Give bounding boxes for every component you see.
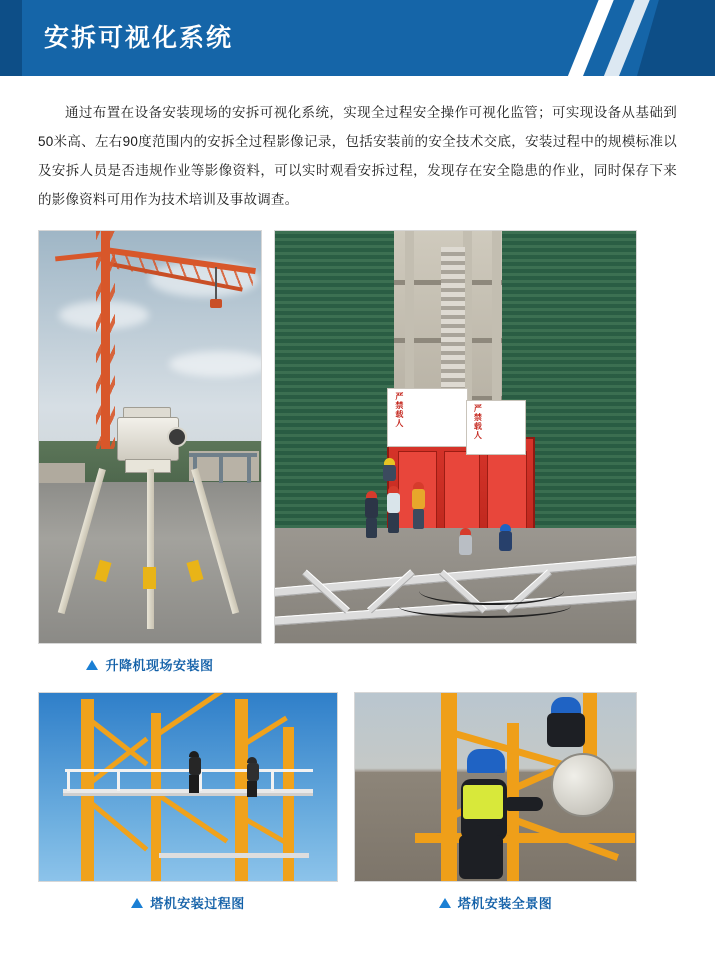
photo-worker-torso — [365, 498, 378, 518]
photo-total-station-on-tripod — [38, 230, 262, 644]
photo-warning-sign-text: 严禁载人 — [394, 391, 404, 428]
figure-caption-text: 升降机现场安装图 — [105, 658, 214, 673]
triangle-up-icon — [439, 898, 451, 908]
photo-worker-torso — [459, 535, 472, 555]
photo-crane-leg — [283, 727, 294, 882]
photo-crane-hoist-line — [215, 267, 217, 301]
figure-construction-hoist — [274, 230, 637, 674]
photo-safety-vest — [463, 785, 503, 819]
photo-tripod-leg — [147, 469, 154, 629]
photo-crane-brace — [85, 798, 148, 852]
photo-worker-torso — [547, 713, 585, 747]
photo-steel-column — [247, 457, 251, 483]
photo-worker-legs — [388, 513, 399, 533]
figure-total-station — [38, 230, 262, 674]
photo-crane-mast — [101, 231, 110, 449]
header-accent-bar — [0, 0, 22, 76]
photo-guard-rail-post — [117, 769, 120, 791]
photo-warning-sign-text: 严禁载人 — [473, 403, 483, 440]
photo-tripod-clamp — [143, 567, 156, 589]
figure-caption-text: 塔机安装过程图 — [150, 896, 245, 911]
photo-crane-chord — [415, 833, 635, 843]
photo-worker-torso — [387, 493, 400, 513]
figure-row-bottom — [38, 692, 677, 912]
photo-walk-platform — [159, 853, 309, 858]
photo-worker-torso — [247, 763, 259, 781]
triangle-up-icon — [131, 898, 143, 908]
figure-caption-hoist-site — [38, 655, 262, 674]
photo-worker-legs — [366, 518, 377, 538]
photo-worker-legs — [459, 835, 503, 879]
photo-worker-legs — [189, 775, 199, 793]
photo-worker-torso — [412, 489, 425, 509]
photo-worker-legs — [413, 509, 424, 529]
photo-worker-torso — [499, 531, 512, 551]
photo-warning-sign — [466, 400, 526, 456]
photo-safety-helmet — [467, 749, 505, 773]
photo-crane-brace — [158, 793, 229, 843]
photo-worker-torso — [189, 757, 201, 775]
photo-worker-legs — [247, 781, 257, 797]
photo-guard-rail-post — [67, 769, 70, 791]
photo-crane-hook-block — [210, 299, 222, 308]
photo-walk-platform-edge — [63, 793, 313, 796]
figure-tower-crane-panorama — [354, 692, 637, 912]
photo-worker — [189, 751, 201, 793]
figure-caption-tower-crane-process — [38, 893, 338, 912]
photo-total-station-lens — [167, 427, 187, 447]
page-content — [0, 98, 715, 912]
photo-power-cable — [398, 594, 571, 618]
photo-warning-sign — [387, 388, 468, 448]
photo-construction-hoist-installation — [274, 230, 637, 644]
figure-caption-tower-crane-panorama — [354, 893, 637, 912]
photo-crane-brace — [158, 692, 229, 736]
photo-cable-drum — [551, 753, 615, 817]
photo-worker-torso — [383, 465, 396, 481]
photo-steel-column — [219, 457, 223, 483]
figure-tower-crane-process — [38, 692, 338, 912]
page-header — [0, 0, 715, 76]
photo-safety-helmet — [413, 482, 424, 489]
photo-safety-helmet — [388, 486, 399, 493]
figure-row-top — [38, 230, 677, 674]
photo-worker-inspecting-crane-joint — [354, 692, 637, 882]
photo-tower-crane-assembly — [38, 692, 338, 882]
page-title: 安拆可视化系统 — [44, 24, 234, 52]
photo-guard-rail-post — [271, 769, 274, 791]
photo-worker-arm — [503, 797, 543, 811]
photo-cloud — [169, 351, 262, 377]
photo-safety-helmet — [500, 524, 511, 531]
figure-caption-text: 塔机安装全景图 — [457, 896, 553, 911]
photo-worker — [247, 757, 259, 797]
photo-crane-chord — [441, 693, 457, 882]
body-paragraph: 通过布置在设备安装现场的安拆可视化系统，实现全过程安全操作可视化监管；可实现设备从基础到50米高、左右90度范围内的安拆全过程影像记录，包括安装前的安全技术交底，安装过程中的规模标准以及安拆人员是否违规作业等影像资料，可以实时观看安拆过程，发现存在安全隐患的作业，同时保存下来的影像资料可用作为技术培训及事故调查。 — [38, 105, 677, 207]
triangle-up-icon — [86, 660, 98, 670]
header-wedge-decoration — [637, 0, 715, 76]
photo-building — [39, 463, 85, 483]
